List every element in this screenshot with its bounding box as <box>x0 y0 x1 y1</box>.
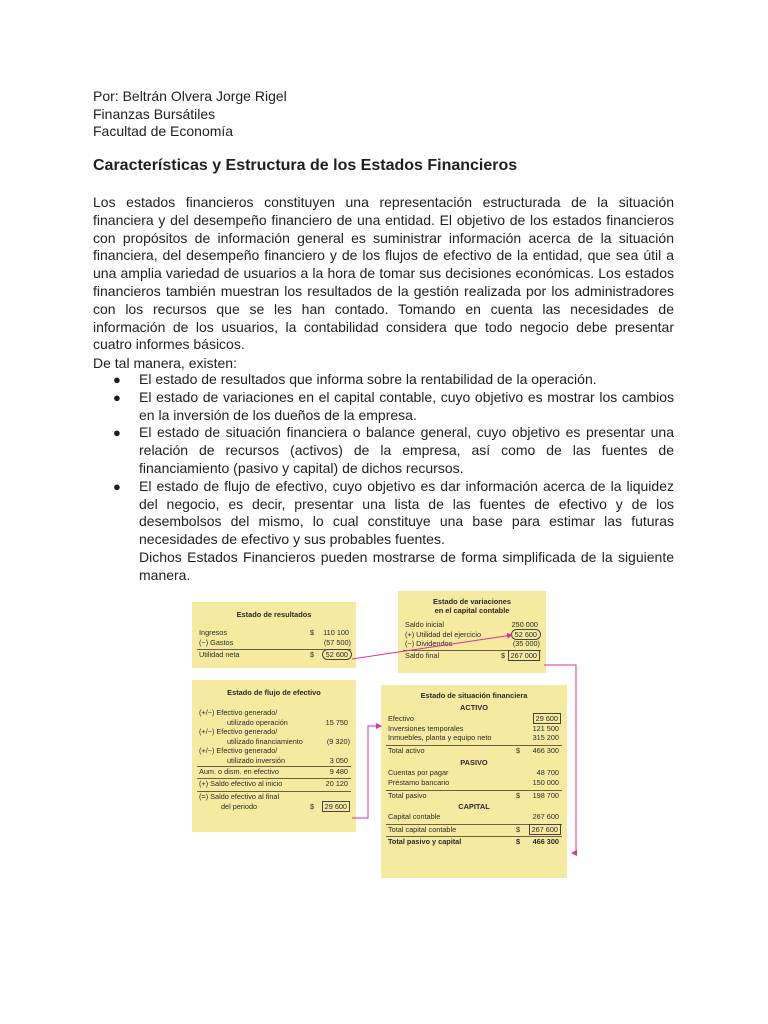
table-row: Efectivo 29 600 <box>381 714 567 724</box>
arrow-final-cash <box>352 726 381 818</box>
bullet-icon: ● <box>113 372 121 387</box>
total-equity-box: 267 600 <box>529 824 561 835</box>
table-row: Préstamo bancario 150 000 <box>388 777 559 787</box>
table-row: (+) Utilidad del ejercicio 52 600 <box>398 630 546 640</box>
course-line: Finanzas Bursátiles <box>93 106 216 122</box>
table-row: (+/−) Efectivo generado/ <box>199 727 278 737</box>
arrow-final-balance <box>544 665 576 853</box>
connector-arrows <box>184 585 594 885</box>
list-item: ● El estado de situación financiera o balance general, cuyo objetivo es presentar una relación de recursos (activos) de la empresa, así como de las fuentes de financiamiento (pasivo y capital) de dichos recursos. <box>113 424 674 476</box>
table-row: Cuentas por pagar 48 700 <box>388 768 559 778</box>
list-item: ● El estado de flujo de efectivo, cuyo objetivo es dar información acerca de la liquidez del negocio, es decir, presentar una lista de las fuentes de efectivo y de los desembolsos del mismo, lo cual constituye una base para estimar las futuras necesidades de efectivo y sus probables fuentes. <box>113 477 674 548</box>
equity-changes-title-2: en el capital contable <box>434 606 510 615</box>
table-row: Aum. o dism. en efectivo 9 480 <box>197 766 351 777</box>
table-row: Total capital contable $ 267 600 <box>386 824 562 835</box>
arrow-net-income <box>352 635 512 659</box>
closing-paragraph: Dichos Estados Financieros pueden mostrarse de forma simplificada de la siguiente manera. <box>139 549 674 583</box>
table-row: (−) Dividendos (35 000) <box>405 639 540 649</box>
table-row: Total pasivo y capital $ 466 300 <box>386 836 562 847</box>
utility-oval: 52 600 <box>511 629 541 640</box>
table-row: Saldo inicial 250 000 <box>405 620 538 629</box>
statements-list <box>93 371 674 549</box>
faculty-line: Facultad de Economía <box>93 123 234 139</box>
capital-heading: CAPITAL <box>458 802 490 812</box>
activo-heading: ACTIVO <box>460 703 488 712</box>
table-row: Total activo $ 466 300 <box>386 745 562 756</box>
table-row: utilizado financiamiento (9 320) <box>227 736 350 746</box>
intro-paragraph: Los estados financieros constituyen una representación estructurada de la situación financiera y del desempeño financiero de una entidad. El objetivo de los estados financieros con propósitos de información general es suministrar información acerca de la situación financiera, del desempeño financiero y de los flujos de efectivo de la entidad, que sea útil a una amplia variedad de usuarios a la hora de tomar sus decisiones económicas. Los estados financieros también muestran los resultados de la gestión realizada por los administradores con los recursos que se les han contado. Tomando en cuenta las necesidades de información de los usuarios, la contabilidad considera que todo negocio debe presentar cuatro informes básicos. <box>93 194 674 353</box>
equity-changes-title-1: Estado de variaciones <box>432 597 512 606</box>
table-row: Inversiones temporales 121 500 <box>388 723 559 733</box>
table-row: Saldo final $ 267 000 <box>403 650 541 661</box>
author-line: Por: Beltrán Olvera Jorge Rigel <box>93 88 287 104</box>
table-row: del periodo $ 29 600 <box>192 802 356 812</box>
table-row: Inmuebles, planta y equipo neto 315 200 <box>388 733 559 743</box>
bullet-icon: ● <box>113 389 121 405</box>
balance-sheet-title: Estado de situación financiera <box>420 691 528 700</box>
financial-statements-figure <box>184 585 594 885</box>
final-cash-box: 29 600 <box>322 801 350 812</box>
cash-box: 29 600 <box>533 713 561 724</box>
table-row: (+/−) Efectivo generado/ <box>199 746 278 756</box>
pasivo-heading: PASIVO <box>460 758 488 768</box>
table-row: Capital contable 267 600 <box>388 812 559 822</box>
final-balance-box: 267 000 <box>508 650 540 661</box>
bullet-icon: ● <box>113 478 121 494</box>
table-row: Ingresos $ 110 100 <box>199 628 349 637</box>
list-intro: De tal manera, existen: <box>93 355 237 371</box>
table-row: (−) Gastos (57 500) <box>199 637 351 647</box>
table-row: (+/−) Efectivo generado/ <box>199 708 278 717</box>
document-title: Características y Estructura de los Estados Financieros <box>93 157 518 174</box>
table-row: utilizado inversión 3 050 <box>227 755 348 765</box>
table-row: utilizado operación 15 750 <box>227 717 348 727</box>
bullet-icon: ● <box>113 425 121 441</box>
net-income-oval: 52 600 <box>322 649 352 660</box>
table-row: (=) Saldo efectivo al final <box>197 791 351 802</box>
table-row: (+) Saldo efectivo al inicio 20 120 <box>197 778 351 789</box>
income-statement-title: Estado de resultados <box>236 610 312 619</box>
table-row: Total pasivo $ 198 700 <box>386 790 562 801</box>
cash-flow-title: Estado de flujo de efectivo <box>227 688 321 697</box>
table-row: Utilidad neta $ 52 600 <box>197 649 351 660</box>
list-item: ● El estado de variaciones en el capital contable, cuyo objetivo es mostrar los cambios en la inversión de los dueños de la empresa. <box>113 388 674 423</box>
list-item: ● El estado de resultados que informa sobre la rentabilidad de la operación. <box>113 371 597 387</box>
